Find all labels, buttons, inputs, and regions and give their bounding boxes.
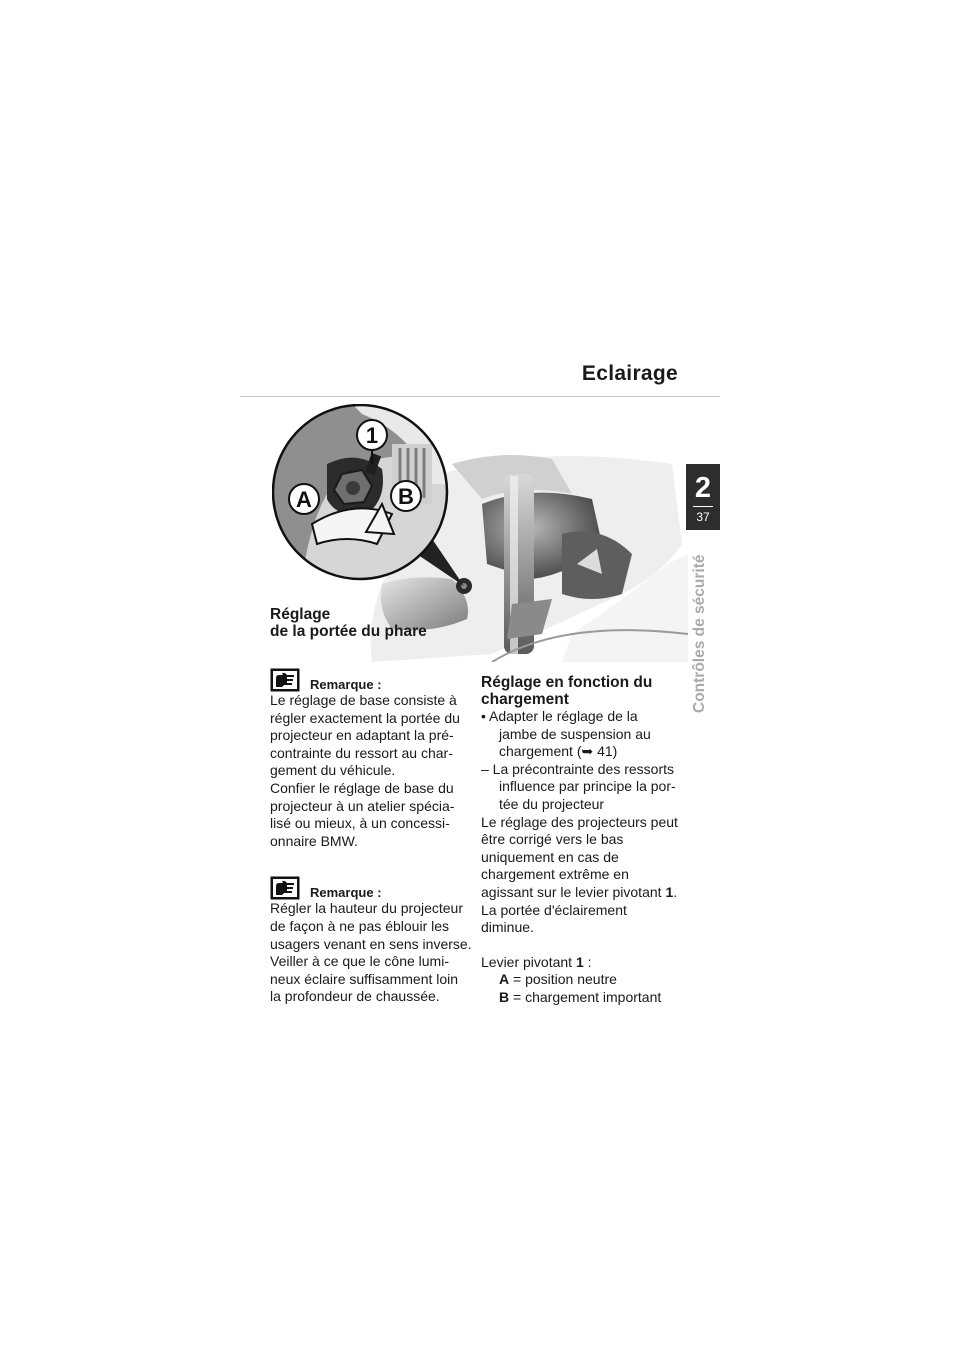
- position-a-line: [481, 971, 681, 989]
- text-line: contrainte du ressort au char-: [270, 744, 453, 761]
- position-b-line: [481, 989, 681, 1007]
- position-a-text: = position neutre: [509, 971, 617, 988]
- callout-a-label: A: [296, 487, 312, 512]
- text-line: onnaire BMW.: [270, 832, 358, 849]
- right-body-text: [481, 708, 681, 1007]
- callout-1: [357, 420, 387, 450]
- text-line: Régler la hauteur du projecteur: [270, 900, 464, 917]
- title-divider: [240, 396, 720, 397]
- right-column: [481, 674, 681, 1007]
- callout-b-label: B: [398, 484, 414, 509]
- text-line: Le réglage de base consiste à: [270, 692, 457, 708]
- text-line: lisé ou mieux, à un concessi-: [270, 815, 450, 832]
- callout-a: [289, 484, 319, 514]
- text-line: la profondeur de chaussée.: [270, 988, 440, 1005]
- text-line: La portée d'éclairement: [481, 901, 627, 918]
- note-1: [270, 668, 476, 850]
- lever-line: [481, 954, 681, 972]
- bullet-reference: [481, 743, 681, 761]
- section-heading-left: [270, 606, 476, 640]
- page-title: Eclairage: [581, 362, 678, 385]
- text-line: usagers venant en sens inverse.: [270, 935, 472, 952]
- note-2: [270, 876, 476, 1006]
- callout-b: [391, 481, 421, 511]
- text-span: agissant sur le levier pivotant: [481, 883, 666, 900]
- text-line: régler exactement la portée du: [270, 709, 460, 726]
- heading-line: de la portée du phare: [270, 623, 427, 640]
- section-side-label: Contrôles de sécurité: [691, 554, 708, 713]
- text-line: Confier le réglage de base du: [270, 779, 454, 796]
- callout-1-label: 1: [365, 423, 379, 448]
- lever-key: 1: [575, 953, 584, 970]
- text-line: gement du véhicule.: [270, 762, 396, 779]
- text-line: projecteur à un atelier spécia-: [270, 797, 455, 814]
- heading-line: Réglage en fonction du: [481, 674, 653, 691]
- text-line: Veiller à ce que le cône lumi-: [270, 953, 449, 970]
- bullet-continuation: jambe de suspension au: [499, 725, 651, 742]
- page-ref-arrow-icon: ➥: [581, 743, 594, 760]
- position-b-key: B: [499, 988, 510, 1005]
- note-label: Remarque :: [310, 885, 382, 901]
- text-line: chargement extrême en: [481, 866, 629, 883]
- dash-continuation: influence par principe la por-: [499, 778, 676, 795]
- lever-key: 1: [665, 883, 674, 900]
- dash-line: – La précontrainte des ressorts: [481, 760, 674, 777]
- note-1-text: [270, 692, 476, 850]
- note-hand-icon: [270, 876, 300, 900]
- chapter-tab: [686, 464, 720, 530]
- note-hand-icon: [270, 668, 300, 692]
- text-span: :: [583, 953, 592, 970]
- text-line: [481, 884, 681, 902]
- bullet-line: • Adapter le réglage de la: [481, 708, 638, 724]
- text-line: de façon à ne pas éblouir les: [270, 917, 450, 934]
- text-line: projecteur en adaptant la pré-: [270, 727, 454, 744]
- chapter-number: 2: [694, 472, 712, 504]
- text-line: neux éclaire suffisamment loin: [270, 970, 459, 987]
- section-heading-right: [481, 674, 681, 708]
- chapter-divider: [693, 506, 713, 507]
- position-b-text: = chargement important: [509, 988, 662, 1005]
- text-span: .: [673, 883, 678, 900]
- dash-continuation: tée du projecteur: [499, 795, 605, 812]
- text-line: diminue.: [481, 919, 534, 936]
- page-number: 37: [696, 510, 710, 524]
- reference-prefix: chargement (: [499, 743, 582, 760]
- text-line: être corrigé vers le bas: [481, 831, 624, 848]
- note-2-text: [270, 900, 476, 1006]
- note-label: Remarque :: [310, 677, 382, 692]
- reference-page: 41): [597, 743, 618, 760]
- text-span: Levier pivotant: [481, 953, 576, 970]
- text-line: uniquement en cas de: [481, 848, 619, 865]
- heading-line: Réglage: [270, 606, 331, 623]
- heading-line: chargement: [481, 691, 569, 708]
- left-column: [270, 606, 476, 1006]
- position-a-key: A: [499, 971, 510, 988]
- text-line: Le réglage des projecteurs peut: [481, 813, 678, 830]
